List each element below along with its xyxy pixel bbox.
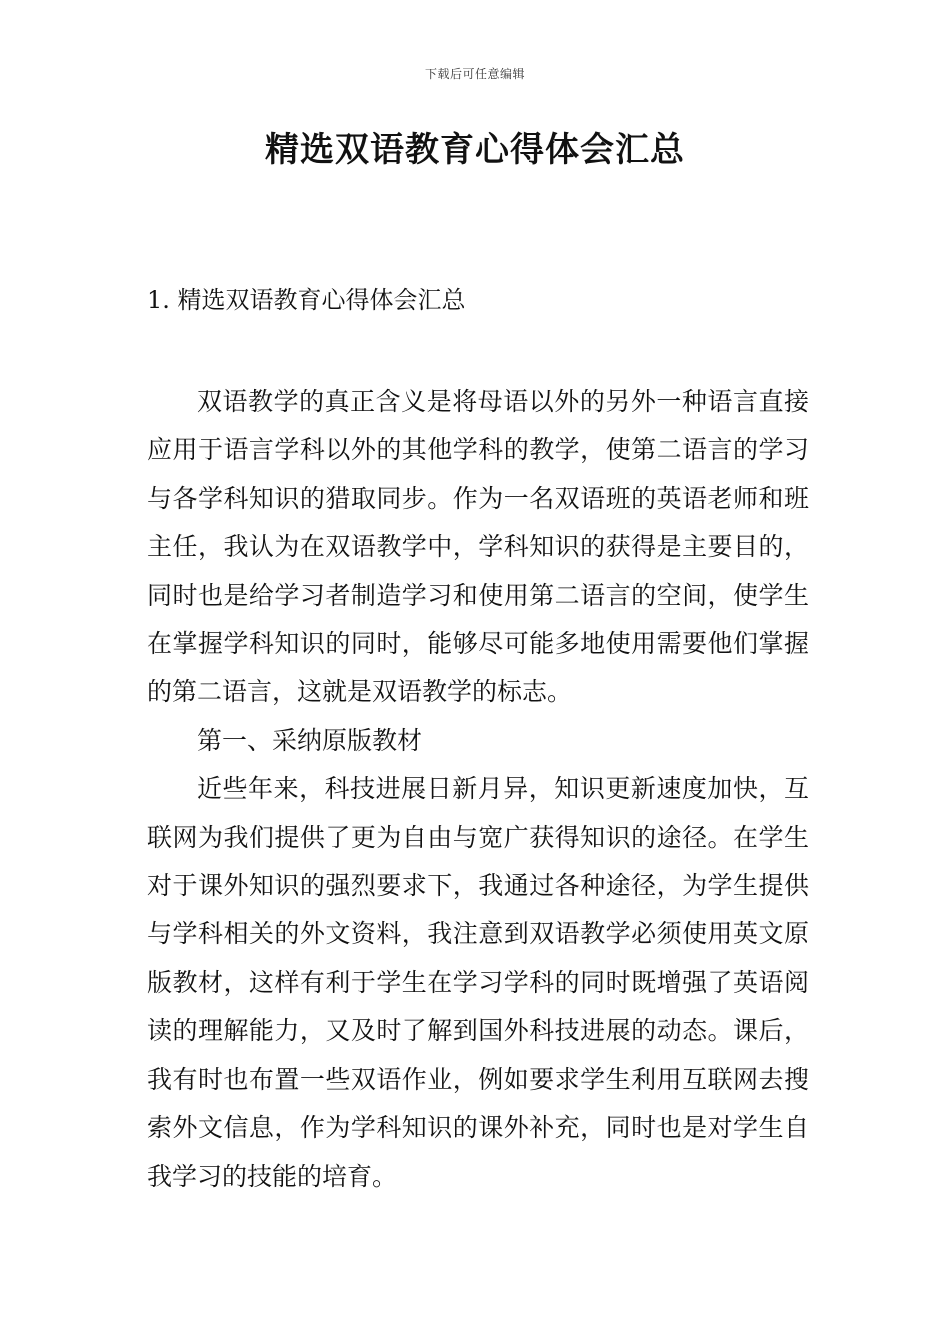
header-note: 下载后可任意编辑 (424, 67, 525, 81)
section-heading: 1. 精选双语教育心得体会汇总 (147, 286, 466, 314)
paragraph-intro: 双语教学的真正含义是将母语以外的另外一种语言直接应用于语言学科以外的其他学科的教学，使第二语言的学习与各学科知识的猎取同步。作为一名双语班的英语老师和班主任，我认为在双语教学中，学科知识的获得是主要目的，同时也是给学习者制造学习和使用第二语言的空间，使学生在掌握学科知识的同时，能够尽可能多地使用需要他们掌握的第二语言，这就是双语教学的标志。 (147, 387, 809, 707)
document-body (147, 378, 809, 1201)
paragraph-original-textbooks: 近些年来，科技进展日新月异，知识更新速度加快，互联网为我们提供了更为自由与宽广获得知识的途径。在学生对于课外知识的强烈要求下，我通过各种途径，为学生提供与学科相关的外文资料，我注意到双语教学必须使用英文原版教材，这样有利于学生在学习学科的同时既增强了英语阅读的理解能力，又及时了解到国外科技进展的动态。课后，我有时也布置一些双语作业，例如要求学生利用互联网去搜索外文信息，作为学科知识的课外补充，同时也是对学生自我学习的技能的培育。 (147, 774, 809, 1191)
document-title: 精选双语教育心得体会汇总 (265, 130, 685, 170)
paragraph-subheading: 第一、采纳原版教材 (197, 725, 423, 755)
